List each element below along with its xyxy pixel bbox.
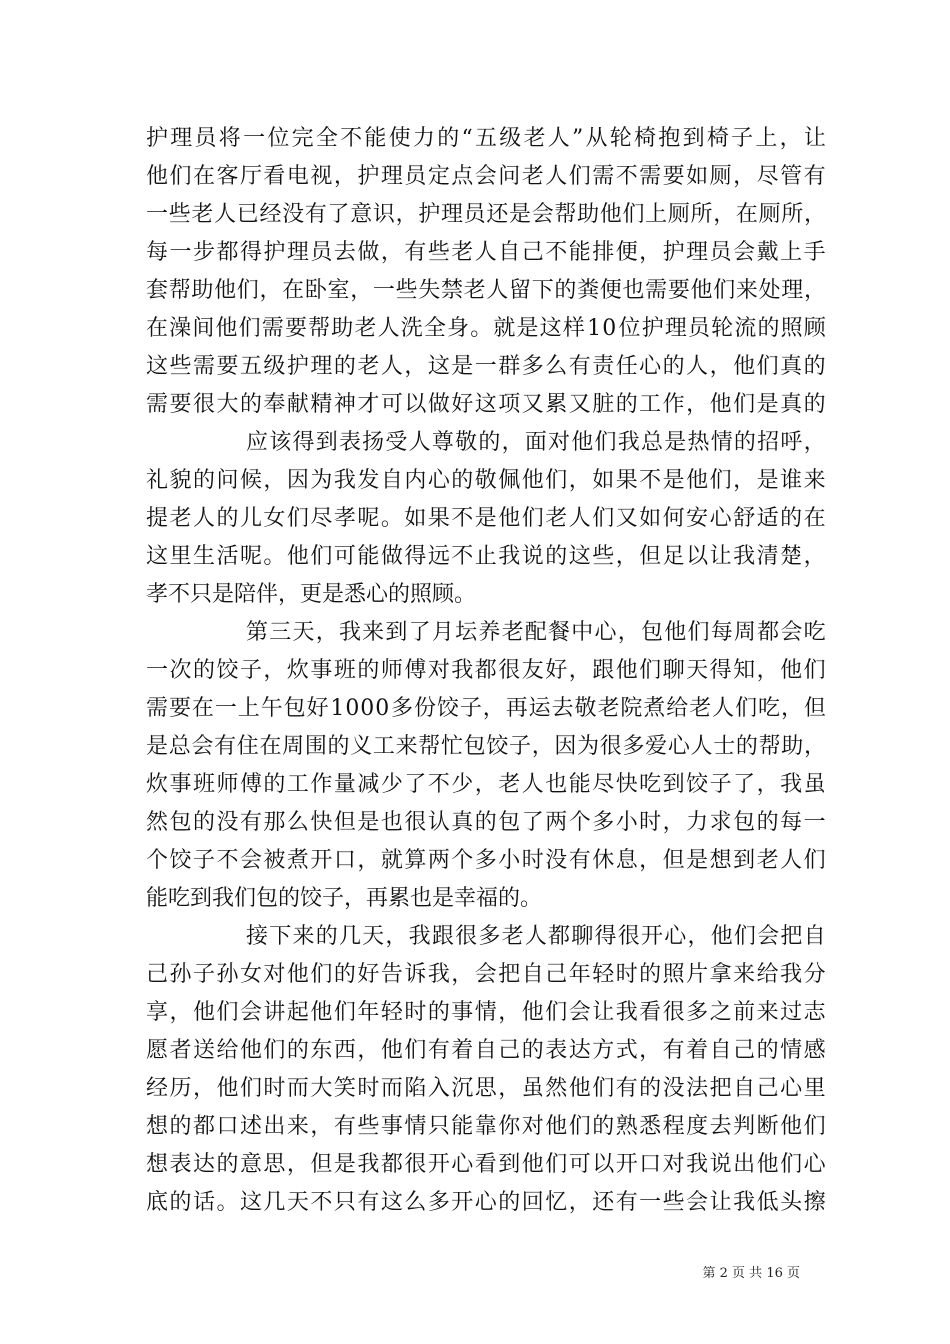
paragraph (146, 614, 826, 918)
page-number-footer: 第 2 页 共 16 页 (702, 1266, 800, 1281)
text-line: 护 理 员 将 一 位 完 全 不 能 使 力 的 “ 五 级 老 人 ” 从 轮 椅 抱 到 椅 子 上 ， 让 (146, 126, 826, 151)
body-text (146, 120, 826, 1222)
text-line: 享 ， 他 们 会 讲 起 他 们 年 轻 时 的 事 情 ， 他 们 会 让 我 看 很 多 之 前 来 过 志 (146, 1000, 826, 1025)
paragraph (146, 120, 826, 424)
text-line: 经 历 ， 他 们 时 而 大 笑 时 而 陷 入 沉 思 ， 虽 然 他 们 有 的 没 法 把 自 己 心 里 (146, 1076, 826, 1101)
text-line: 想 表 达 的 意 思 ， 但 是 我 都 很 开 心 看 到 他 们 可 以 开 口 对 我 说 出 他 们 心 (146, 1152, 826, 1177)
text-line: 一 次 的 饺 子 ， 炊 事 班 的 师 傅 对 我 都 很 友 好 ， 跟 他 们 聊 天 得 知 ， 他 们 (146, 658, 826, 683)
text-line: 套 帮 助 他 们 ， 在 卧 室 ， 一 些 失 禁 老 人 留 下 的 粪 便 也 需 要 他 们 来 处 理 ， (146, 278, 826, 303)
text-line: 个 饺 子 不 会 被 煮 开 口 ， 就 算 两 个 多 小 时 没 有 休 息 ， 但 是 想 到 老 人 们 (146, 848, 826, 873)
text-line: 这 些 需 要 五 级 护 理 的 老 人 ， 这 是 一 群 多 么 有 责 任 心 的 人 ， 他 们 真 的 (146, 354, 826, 379)
text-line: 然 包 的 没 有 那 么 快 但 是 也 很 认 真 的 包 了 两 个 多 小 时 ， 力 求 包 的 每 一 (146, 810, 826, 835)
text-line: 想 的 都 口 述 出 来 ， 有 些 事 情 只 能 靠 你 对 他 们 的 熟 悉 程 度 去 判 断 他 们 (146, 1114, 826, 1139)
text-line: 是 总 会 有 住 在 周 围 的 义 工 来 帮 忙 包 饺 子 ， 因 为 很 多 爱 心 人 士 的 帮 助 ， (146, 734, 826, 759)
text-line: 第 三 天 ， 我 来 到 了 月 坛 养 老 配 餐 中 心 ， 包 他 们 每 周 都 会 吃 (246, 620, 826, 645)
paragraph (146, 424, 826, 614)
text-line: 愿 者 送 给 他 们 的 东 西 ， 他 们 有 着 自 己 的 表 达 方 式 ， 有 着 自 己 的 情 感 (146, 1038, 826, 1063)
text-line: 提 老 人 的 儿 女 们 尽 孝 呢 。 如 果 不 是 他 们 老 人 们 又 如 何 安 心 舒 适 的 在 (146, 506, 826, 531)
text-line: 炊 事 班 师 傅 的 工 作 量 减 少 了 不 少 ， 老 人 也 能 尽 快 吃 到 饺 子 了 ， 我 虽 (146, 772, 826, 797)
text-line: 需 要 很 大 的 奉 献 精 神 才 可 以 做 好 这 项 又 累 又 脏 的 工 作 ， 他 们 是 真 的 (146, 392, 826, 417)
text-line: 接 下 来 的 几 天 ， 我 跟 很 多 老 人 都 聊 得 很 开 心 ， 他 们 会 把 自 (246, 924, 826, 949)
text-line: 孝不只是陪伴，更是悉心的照顾。 (146, 582, 477, 607)
text-line: 底 的 话 。 这 几 天 不 只 有 这 么 多 开 心 的 回 忆 ， 还 有 一 些 会 让 我 低 头 擦 (146, 1190, 826, 1215)
text-line: 这 里 生 活 呢 。 他 们 可 能 做 得 远 不 止 我 说 的 这 些 ， 但 足 以 让 我 清 楚 ， (146, 544, 826, 569)
text-line: 己 孙 子 孙 女 对 他 们 的 好 告 诉 我 ， 会 把 自 己 年 轻 时 的 照 片 拿 来 给 我 分 (146, 962, 826, 987)
text-line: 需 要 在 一 上 午 包 好 1 0 0 0 多 份 饺 子 ， 再 运 去 敬 老 院 煮 给 老 人 们 吃 ， 但 (146, 696, 826, 721)
text-line: 每 一 步 都 得 护 理 员 去 做 ， 有 些 老 人 自 己 不 能 排 便 ， 护 理 员 会 戴 上 手 (146, 240, 826, 265)
text-line: 一 些 老 人 已 经 没 有 了 意 识 ， 护 理 员 还 是 会 帮 助 他 们 上 厕 所 ， 在 厕 所 ， (146, 202, 826, 227)
text-line: 能吃到我们包的饺子，再累也是幸福的。 (146, 886, 543, 911)
text-line: 他 们 在 客 厅 看 电 视 ， 护 理 员 定 点 会 问 老 人 们 需 不 需 要 如 厕 ， 尽 管 有 (146, 164, 826, 189)
text-line: 礼 貌 的 问 候 ， 因 为 我 发 自 内 心 的 敬 佩 他 们 ， 如 果 不 是 他 们 ， 是 谁 来 (146, 468, 826, 493)
text-line: 在 澡 间 他 们 需 要 帮 助 老 人 洗 全 身 。 就 是 这 样 1 0 位 护 理 员 轮 流 的 照 顾 (146, 316, 826, 341)
paragraph (146, 918, 826, 1222)
text-line: 应 该 得 到 表 扬 受 人 尊 敬 的 ， 面 对 他 们 我 总 是 热 情 的 招 呼 ， (246, 430, 826, 455)
